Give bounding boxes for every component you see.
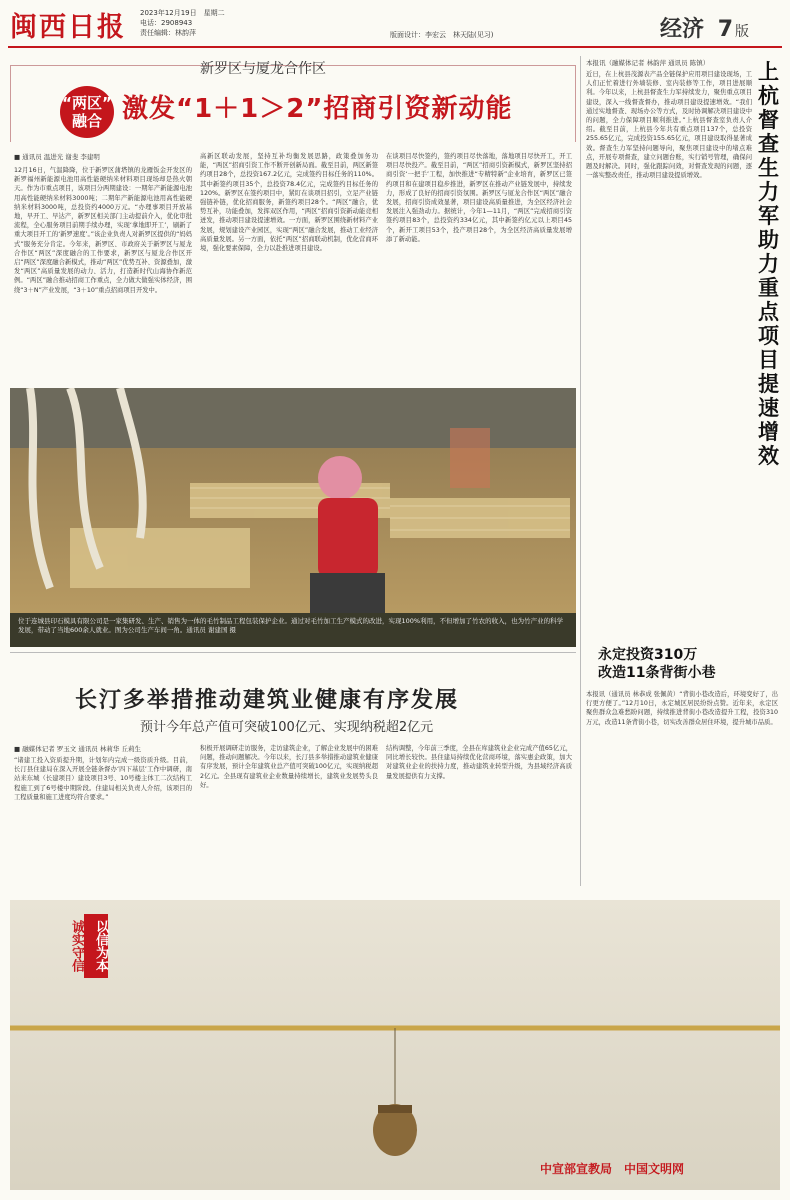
right-col-text: 近日，在上杭县茂源表产品全链保护应用项目建设现场，工人们正忙着进行外墙装修、室内装修等工作，项目进展顺利。今年以来，上杭县督查生力军持续发力，聚焦重点项目建设，深入一线督查督办，推动项目建设提速增效。“我们通过实地督查、现场办公等方式，及时协调解决项目建设中的问题，全力保障项目顺利推进。”上杭县督查室负责人介绍。截至目前，上杭县今年共有重点项目137个，总投资255.65亿元，完成投资155.65亿元，项目建设取得显著成效。督查生力军坚持问题导向，聚焦项目建设中的堵点难点，开展专项督查，建立问题台账，实行销号管理，确保问题及时解决。同时，强化跟踪问效，对督查发现的问题，逐一落实整改责任，推动项目建设提质增效。 bbox=[586, 71, 752, 180]
lead-subtitle: 新罗区与厦龙合作区 bbox=[200, 61, 326, 77]
changting-subtitle: 预计今年总产值可突破100亿元、实现纳税超2亿元 bbox=[140, 720, 434, 735]
masthead-meta bbox=[140, 8, 225, 38]
changting-col-3: 结构调整，今年前三季度，全县在库建筑业企业完成产值65亿元，同比增长较快。县住建局持续优化营商环境，落实惠企政策，加大对建筑业企业的扶持力度，推动建筑业转型升级，为县域经济高质量发展提供有力支撑。 bbox=[386, 745, 572, 780]
changting-headline: 长汀多举措推动建筑业健康有序发展 bbox=[75, 688, 460, 713]
two-zones-badge: “两区” 融合 bbox=[60, 86, 114, 138]
yongding-headline: 永定投资310万 改造11条背街小巷 bbox=[598, 647, 716, 681]
lead-col-3: 在谈项目尽快签约，签约项目尽快落地，落地项目尽快开工，开工项目尽快投产。截至目前，“两区”招商引资新模式，新罗区坚持招商引资‘一把手’工程，加快推进“专精特新”企业培育，新罗区已签约项目和在建项目稳步推进，新罗区在推动产业链发展中，持续发力，形成了良好的招商引资氛围。新罗区与厦龙合作区“两区”融合发展，招商引资成效显著，项目建设高质量推进，为全区经济社会发展注入强劲动力。据统计，今年1—11月，“两区”完成招商引资签约项目83个，总投资约334亿元，其中新签约亿元以上项目45个，新开工项目53个，投产项目28个，为全区经济高质量发展增添了新动能。 bbox=[386, 153, 572, 243]
phone: 电话：2908943 bbox=[140, 19, 193, 27]
section-label: 经济 7 版 bbox=[660, 17, 749, 42]
design-credits: 版面设计：李宏云 林天陆(见习) bbox=[390, 31, 494, 39]
changting-byline: ■ 融媒体记者 罗玉文 通讯员 林莉华 丘莉生 bbox=[14, 745, 141, 753]
newspaper-logo: 闽西日报 bbox=[10, 12, 126, 43]
lead-col-1: 12月16日，气温降降，位于新罗区蒲塔镇的龙雁钣金开发区的新罗福州新能源电池用高性能硬纳米材料项目现场却是热火朝天。作为市重点项目，该项目分两期建设：一期年产新能源电池用高性能硬纳米材料3000吨；二期年产新能源电池用高性能硬纳米材料3000吨，总投资约4000万元。“办理事项目开放基地，早开工、早达产，新罗区相关部门主动提前介入，优化审批流程，全心服务项目前期手续办理，实现‘拿地即开工’，刷新了重大项目开工的‘新罗速度’。”该企业负责人对新罗区提供的“妈妈式”服务充分肯定。今年来，新罗区、市政府关于新罗区与厦龙合作区“两区”深度融合的工作要求，新罗区与厦龙合作区开启“两区”深度融合新模式，推动“两区”优势互补、资源叠加，激发“两区”高质量发展的动力、活力，打造新时代山海协作新范例。“两区”融合推动招商工作重点，全力做大做强实体经济，围绕“3＋N”产业发展，“3＋10”重点招商项目开发中。 bbox=[14, 167, 192, 294]
story-divider bbox=[10, 652, 576, 653]
ad-footer: 中宣部宣教局 中国文明网 bbox=[540, 1162, 685, 1176]
editor: 责任编辑：林韵萍 bbox=[140, 29, 196, 37]
column-divider bbox=[580, 56, 581, 886]
bamboo-factory-photo bbox=[10, 388, 576, 613]
photo-caption: 位于连城县印石模具有限公司是一家集研发、生产、销售为一体的毛竹制品工程包装保护企业。通过对毛竹加工生产模式的改进，实现100%利用，不但增加了竹农的收入，也为竹产业的科学发展，带动了当地600余人就业。图为公司生产车间一角。通讯员 谢建国 摄 bbox=[10, 613, 576, 647]
masthead-rule bbox=[8, 46, 782, 48]
lead-headline: 激发“1＋1＞2”招商引资新动能 bbox=[122, 94, 513, 124]
changting-col-2: 积极开展调研走访服务，走访建筑企业，了解企业发展中的困难问题，推动问题解决。今年以来，长汀县多举措推动建筑业健康有序发展，预计全年建筑业总产值可突破100亿元，实现纳税超2亿元。全县现有建筑业企业数量持续增长，建筑业发展势头良好。 bbox=[200, 745, 378, 789]
yongding-text: 本报讯（通讯员 林恭成 张佩黄）“背街小巷改造后，环境变好了，出行更方便了。”12月10日，永定城区居民纷纷点赞。近年来，永定区聚焦群众急难愁盼问题，持续推进背街小巷改造提升工程，投资310万元，改造11条背街小巷，切实改善群众居住环境，提升城市品质。 bbox=[586, 691, 778, 726]
right-headline: 上杭督查生力军助力重点项目提速增效 bbox=[758, 60, 779, 468]
right-byline: 本报讯（融媒体记者 林韵萍 通讯员 陈镇） bbox=[586, 59, 710, 67]
integrity-ad bbox=[10, 900, 780, 1190]
lead-byline: ■ 通讯员 温进光 谢斐 李建明 bbox=[14, 153, 100, 161]
lead-col-2: 高新区联动发展，坚持互补均衡发展思路，政策叠加务功能，“两区”招商引资工作不断开创新局面。截至目前，两区新签约项目28个，总投资167.2亿元，完成签约目标任务的110%。其中新签约项目35个，总投资78.4亿元，完成签约目标任务的120%。新罗区在签约项目中，紧盯在谈项目招引，立足产业链强链补链，优化招商服务，新签约项目28个。“两区”融合，优势互补，功能叠加，发挥双区作用，“两区”招商引资新动能竞相迸发，推动项目建设提速增效。一方面，新罗区围绕新材料产业发展，规划建设产业园区，实现“两区”融合发展，推动工业经济高质量发展。另一方面，依托“两区”招商联动机制，优化营商环境，强化要素保障，全力以赴推进项目建设。 bbox=[200, 153, 378, 253]
issue-date: 2023年12月19日 星期二 bbox=[140, 9, 225, 17]
changting-col-1: “诸建工投入资质提升期，计划年内完成一级资质升级。目前，长汀县住建局在深入开展全链条督办‘四下基层’工作中调研，南站来东城（长建项目）建设项目3号、10号楼主体工二次结构工程施工到了6号楼中期阶段。住建局相关负责人介绍，该项目的工程质量和施工进度均符合要求。” bbox=[14, 757, 192, 801]
ad-seal: 诚实守信 以信为本 bbox=[60, 914, 108, 978]
